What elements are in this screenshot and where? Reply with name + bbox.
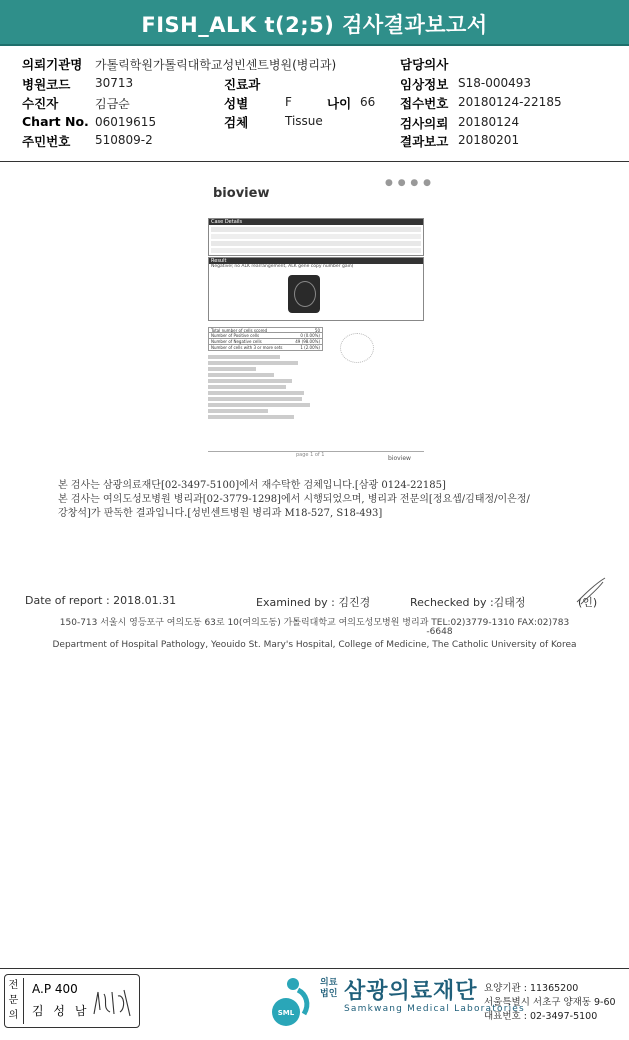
label-resident-number: 주민번호 — [22, 134, 71, 149]
label-clinical-info: 임상정보 — [400, 77, 449, 92]
value-chart-no: 06019615 — [95, 115, 157, 129]
department-line: Department of Hospital Pathology, Yeouido St. Mary's Hospital, College of Medicine, The Catholic University of Korea — [52, 640, 577, 650]
label-patient-name: 수진자 — [22, 96, 59, 111]
examined-by: Examined by : 김진경 — [256, 596, 371, 609]
address-line-1: 150-713 서울시 영등포구 여의도동 63로 10(여의도동) 가톨릭대학교 여의도성모병원 병리과 TEL:02)3779-1310 FAX:02)783 — [59, 618, 570, 628]
info-divider — [0, 161, 629, 162]
label-hospital-code: 병원코드 — [22, 77, 71, 92]
specialist-name: 김 성 남 — [32, 1004, 90, 1018]
seal-mark: (인) — [578, 596, 598, 609]
value-receipt-number: 20180124-22185 — [458, 95, 562, 109]
embedded-page-number: page 1 of 1 — [296, 452, 325, 458]
label-attending-doctor: 담당의사 — [400, 57, 449, 72]
label-chart-no: Chart No. — [22, 114, 89, 129]
decorative-dots: ● ● ● ● — [385, 178, 432, 188]
address-line-2: -6648 — [426, 627, 453, 637]
label-receipt-number: 접수번호 — [400, 96, 449, 111]
metric-row: Number of Negative cells 49 (98.00%) — [208, 339, 323, 345]
value-clinical-info: S18-000493 — [458, 76, 532, 90]
label-department: 진료과 — [224, 77, 261, 92]
notice-line-3: 강창석]가 판독한 결과입니다.[성빈센트병원 병리과 M18-527, S18-493] — [58, 508, 383, 519]
label-test-request: 검사의뢰 — [400, 116, 449, 131]
result-text: Negative( no ALK rearrangement, ALK gene copy number gain) — [211, 264, 354, 269]
ap-number: A.P 400 — [32, 982, 78, 996]
value-specimen: Tissue — [285, 114, 323, 128]
date-of-report: Date of report : 2018.01.31 — [25, 594, 177, 607]
specialist-stamp-label: 전문의 — [4, 978, 24, 1024]
report-title: FISH_ALK t(2;5) 검사결과보고서 — [141, 13, 488, 37]
bottom-divider — [0, 968, 629, 969]
svg-text:SML: SML — [277, 1009, 295, 1017]
label-specimen: 검체 — [224, 115, 249, 130]
label-sex: 성별 — [224, 96, 249, 111]
notice-line-2: 본 검사는 여의도성모병원 병리과[02-3779-1298]에서 시행되었으며, 병리과 전문의[정요셉/김태정/이은정/ — [58, 494, 530, 505]
org-address: 서울특별시 서초구 양재동 9-60 — [484, 997, 616, 1008]
org-english-name: Samkwang Medical Laboratories — [344, 1004, 525, 1014]
value-age: 66 — [360, 95, 376, 109]
case-details-header: Case Details — [209, 219, 423, 225]
bioview-logo: bioview — [213, 186, 270, 201]
value-resident-number: 510809-2 — [95, 133, 153, 147]
sml-logo-icon — [270, 974, 316, 1026]
value-hospital-code: 30713 — [95, 76, 134, 90]
metric-row: Number of cells with 3 or more sets 1 (2.00%) — [208, 345, 323, 351]
corporation-label: 의료 법인 — [320, 978, 338, 999]
label-result-report: 결과보고 — [400, 134, 449, 149]
metric-row: Number of Positive cells 0 (0.00%) — [208, 333, 323, 339]
value-sex: F — [285, 95, 292, 109]
notice-line-1: 본 검사는 삼광의료재단[02-3497-5100]에서 재수탁한 검체입니다.[삼광 0124-22185] — [58, 480, 446, 491]
org-name: 삼광의료재단 — [344, 979, 478, 1004]
result-header: Result — [209, 258, 423, 264]
bioview-footer-logo: bioview — [388, 455, 411, 462]
cell-metrics-table — [208, 327, 323, 351]
label-requesting-institution: 의뢰기관명 — [22, 57, 83, 72]
rechecked-by: Rechecked by :김태정 — [410, 596, 526, 609]
signature-scribble — [575, 576, 609, 606]
specialist-signature — [90, 986, 134, 1020]
value-result-report: 20180201 — [458, 133, 520, 147]
case-details-panel — [208, 218, 424, 256]
value-test-request: 20180124 — [458, 115, 520, 129]
signal-ring-graphic — [340, 333, 374, 363]
org-code: 요양기관 : 11365200 — [484, 983, 579, 994]
fish-cell-image — [288, 275, 320, 313]
criteria-text-block — [208, 355, 328, 421]
metric-row: Total number of cells scored 50 — [208, 327, 323, 333]
org-phone: 대표번호 : 02-3497-5100 — [484, 1011, 598, 1022]
value-requesting-institution: 가톨릭학원가톨릭대학교성빈센트병원(병리과) — [95, 58, 337, 72]
value-patient-name: 김금순 — [95, 97, 130, 111]
label-age: 나이 — [327, 96, 352, 111]
